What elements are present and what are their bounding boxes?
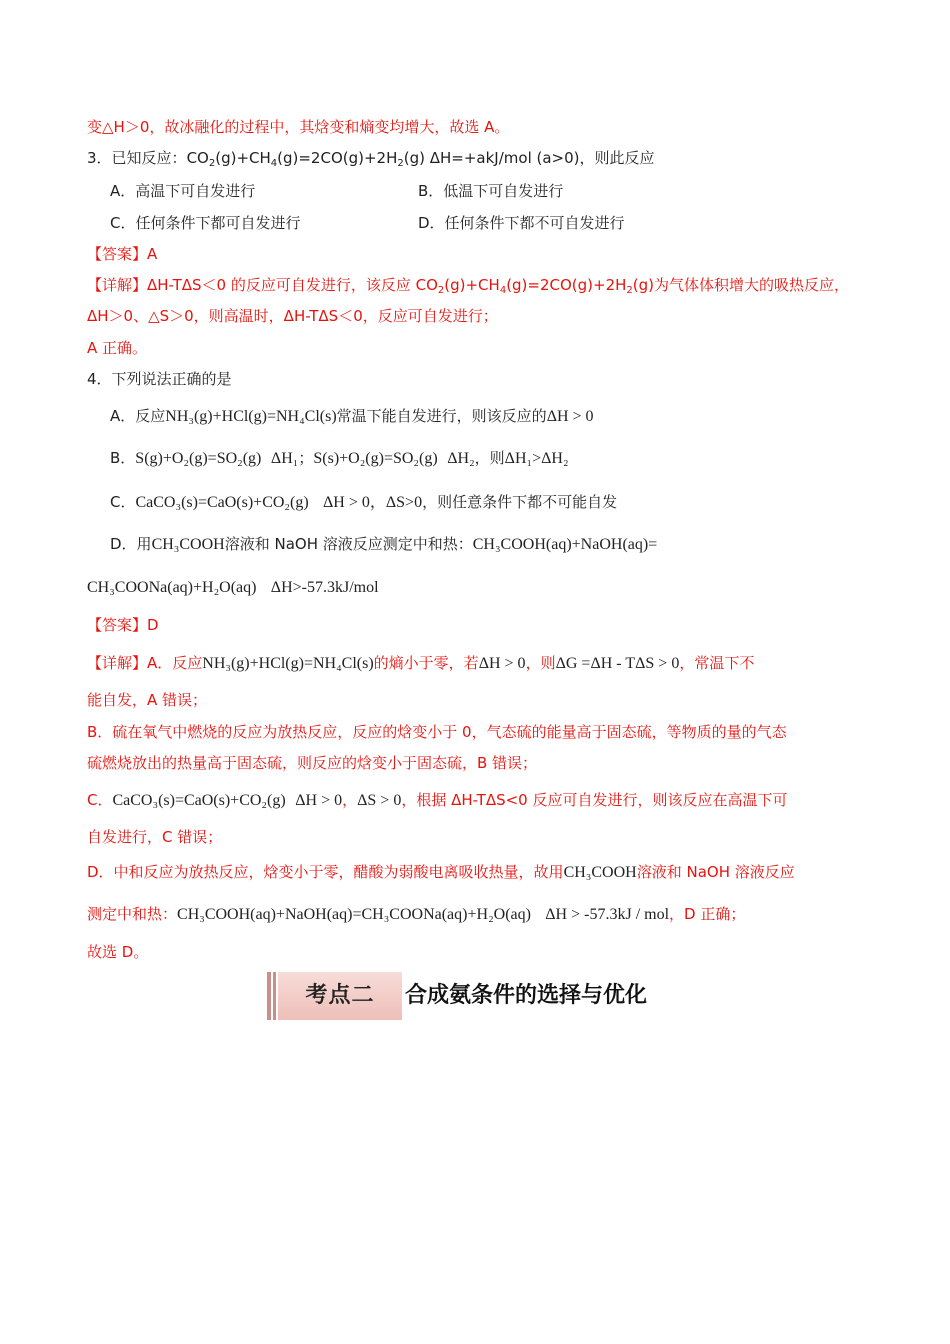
text: 常温下能自发进行，则该反应的 <box>336 407 547 425</box>
option-d <box>110 533 657 556</box>
subscript: 4 <box>499 285 507 296</box>
text: C． <box>110 493 136 511</box>
option-c: C．任何条件下都可自发进行 <box>110 214 301 232</box>
subscript: 2 <box>437 285 445 296</box>
explanation-line: 能自发，A 错误； <box>87 691 208 709</box>
text: D．中和反应为放热反应，焓变小于零，醋酸为弱酸电离吸收热量，故用 <box>87 863 564 881</box>
formula: CO <box>186 149 209 167</box>
question-4-stem: 4．下列说法正确的是 <box>87 370 232 388</box>
section-title: 合成氨条件的选择与优化 <box>405 983 648 1008</box>
banner-accent-bar <box>267 972 271 1020</box>
text: (g) ΔH=+akJ/mol (a>0)，则此反应 <box>403 149 655 167</box>
option-d-continued <box>87 576 379 599</box>
text: ，常温下不 <box>679 654 755 672</box>
formula: CH₃COOH <box>151 536 225 553</box>
text: (g)+CH <box>444 276 500 294</box>
equation: CH₃COONa(aq)+H₂O(aq) <box>87 579 257 596</box>
text: 已知反应： <box>111 149 187 167</box>
explanation-line <box>87 274 849 296</box>
formula: ΔH₁>ΔH₂ <box>504 450 569 467</box>
text: 测定中和热： <box>87 905 178 923</box>
text: ， <box>342 791 358 809</box>
equation: CaCO₃(s)=CaO(s)+CO₂(g) <box>112 792 286 809</box>
subscript: 2 <box>208 158 216 169</box>
explanation-line: 硫燃烧放出的热量高于固态硫，则反应的焓变小于固态硫，B 错误； <box>87 754 538 772</box>
equation: NH₃(g)+HCl(g)=NH₄Cl(s) <box>165 408 337 425</box>
text: 【详解】ΔH-TΔS＜0 的反应可自发进行，该反应 CO <box>87 276 438 294</box>
text: ，D 正确； <box>669 905 746 923</box>
subscript: 4 <box>270 158 278 169</box>
explanation-line <box>87 903 745 926</box>
formula: CH₃COOH <box>563 864 637 881</box>
text: (g)为气体体积增大的吸热反应， <box>632 276 850 294</box>
option-a <box>110 405 594 428</box>
equation: CaCO₃(s)=CaO(s)+CO₂(g) <box>135 494 309 511</box>
text: ，则任意条件下都不可能自发 <box>422 493 618 511</box>
explanation-line: ΔH＞0、△S＞0，则高温时，ΔH-TΔS＜0，反应可自发进行； <box>87 307 498 325</box>
text: 溶液和 NaOH 溶液反应 <box>636 863 795 881</box>
text: (g)=2CO(g)+2H <box>506 276 627 294</box>
banner-tag-box <box>278 972 402 1020</box>
text-line: 变△H＞0，故冰融化的过程中，其焓变和熵变均增大，故选 A。 <box>87 118 510 136</box>
formula: ΔH > 0 <box>478 655 526 672</box>
banner-tag: 考点二 <box>305 983 375 1008</box>
option-b <box>110 447 569 470</box>
explanation-line: A 正确。 <box>87 339 148 357</box>
formula: ΔH>-57.3kJ/mol <box>270 579 379 596</box>
equation: S(s)+O₂(g)=SO₂(g) <box>313 450 438 467</box>
formula: ΔH₁ <box>270 450 299 467</box>
equation: NH₃(g)+HCl(g)=NH₄Cl(s) <box>202 655 374 672</box>
text: C． <box>87 791 113 809</box>
formula: ΔG =ΔH - TΔS > 0 <box>555 655 680 672</box>
formula: ΔH₂ <box>447 450 475 467</box>
subscript: 2 <box>626 285 633 296</box>
formula: ，ΔS>0 <box>369 494 423 511</box>
text: D．用 <box>110 535 152 553</box>
explanation-line <box>87 861 795 884</box>
explanation-line: 故选 D。 <box>87 943 149 961</box>
text: A．反应 <box>110 407 166 425</box>
formula: ΔS > 0 <box>357 792 402 809</box>
text: 【详解】A．反应 <box>87 654 203 672</box>
text: ，根据 ΔH-TΔS<0 反应可自发进行，则该反应在高温下可 <box>401 791 788 809</box>
explanation-line <box>87 652 754 675</box>
equation: S(g)+O₂(g)=SO₂(g) <box>135 450 262 467</box>
option-c <box>110 491 617 514</box>
equation: CH₃COOH(aq)+NaOH(aq)= <box>472 536 658 553</box>
explanation-line: B．硫在氧气中燃烧的反应为放热反应，反应的焓变小于 0，气态硫的能量高于固态硫，等物质的量的气态 <box>87 723 787 741</box>
formula: (g)=2CO(g)+2H <box>277 149 398 167</box>
formula: ΔH > -57.3kJ / mol <box>545 906 670 923</box>
formula: (g)+CH <box>215 149 271 167</box>
banner-accent-bar <box>273 972 276 1020</box>
option-b: B．低温下可自发进行 <box>418 182 564 200</box>
option-d: D．任何条件下都不可自发进行 <box>418 214 625 232</box>
subscript: 2 <box>397 158 404 169</box>
explanation-line <box>87 789 788 812</box>
question-3-stem <box>87 147 655 169</box>
option-a: A．高温下可自发进行 <box>110 182 256 200</box>
answer-label: 【答案】A <box>87 245 158 263</box>
text: ； <box>298 449 314 467</box>
section-banner <box>267 972 687 1020</box>
answer-label: 【答案】D <box>87 616 159 634</box>
formula: ΔH > 0 <box>546 408 594 425</box>
explanation-line: 自发进行，C 错误； <box>87 828 223 846</box>
equation: CH₃COOH(aq)+NaOH(aq)=CH₃COONa(aq)+H₂O(aq) <box>177 906 531 923</box>
text: ，则 <box>525 654 556 672</box>
text: 的熵小于零，若 <box>373 654 479 672</box>
formula: ΔH > 0 <box>322 494 370 511</box>
question-number: 3． <box>87 149 112 167</box>
text: B． <box>110 449 136 467</box>
formula: ΔH > 0 <box>295 792 343 809</box>
text: ，则 <box>474 449 505 467</box>
text: 溶液和 NaOH 溶液反应测定中和热： <box>224 535 473 553</box>
